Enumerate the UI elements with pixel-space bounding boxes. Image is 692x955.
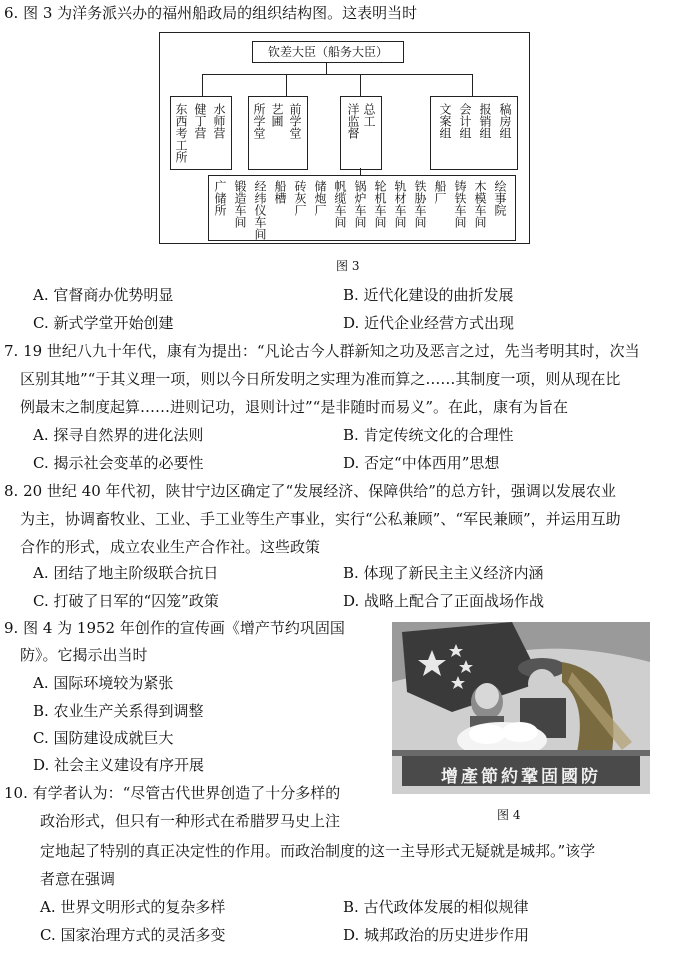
workshop-item: 经纬仪车间: [253, 180, 267, 240]
branch-item: 会计组: [458, 103, 472, 139]
workshop-item: 锅炉车间: [353, 180, 367, 228]
workshop-item: 广储所: [213, 180, 227, 216]
workshop-item: 砖灰厂: [293, 180, 307, 216]
branch-item: 前学堂: [288, 103, 302, 139]
workshop-item: 绘事院: [493, 180, 507, 216]
workshop-item: 铸铁车间: [453, 180, 467, 228]
branch-item: 报销组: [478, 103, 492, 139]
q8-option-a[interactable]: A. 团结了地主阶级联合抗日: [33, 564, 219, 582]
branch-item: 健丁营: [193, 103, 207, 139]
q10-line3: 定地起了特别的真正决定性的作用。而政治制度的这一主导形式无疑就是城邦。”该学: [40, 842, 596, 860]
q8-line2: 为主，协调畜牧业、工业、手工业等生产事业，实行“公私兼顾”、“军民兼顾”，并运用互助: [20, 510, 621, 528]
branch-box-1: [170, 96, 232, 170]
branch-item: 稿房组: [498, 103, 512, 139]
q8-line1: 8. 20 世纪 40 年代初，陕甘宁边区确定了“发展经济、保障供给”的总方针，强调以发展农业: [4, 482, 616, 500]
q9-option-b[interactable]: B. 农业生产关系得到调整: [33, 702, 204, 720]
q8-option-d[interactable]: D. 战略上配合了正面战场作战: [343, 592, 545, 610]
branch-item: 水师营: [212, 103, 226, 139]
q10-line1: 10. 有学者认为：“尽管古代世界创造了十分多样的: [4, 784, 341, 802]
q7-option-c[interactable]: C. 揭示社会变革的必要性: [33, 454, 204, 472]
figure3-caption: 图 3: [336, 259, 360, 273]
q6-option-c[interactable]: C. 新式学堂开始创建: [33, 314, 174, 332]
workshop-item: 船厂: [433, 180, 447, 204]
q7-line3: 例最末之制度起算……进则记功，退则计过”“是非随时而易义”。在此，康有为旨在: [20, 398, 569, 416]
q8-line3: 合作的形式，成立农业生产合作社。这些政策: [20, 538, 321, 556]
workshop-item: 木模车间: [473, 180, 487, 228]
q7-line2: 区别其地”“于其义理一项，则以今日所发明之实理为准而算之……其制度一项，则从现在比: [20, 370, 621, 388]
q9-option-a[interactable]: A. 国际环境较为紧张: [33, 674, 174, 692]
q10-option-b[interactable]: B. 古代政体发展的相似规律: [343, 898, 529, 916]
q10-option-d[interactable]: D. 城邦政治的历史进步作用: [343, 926, 530, 944]
figure4-caption: 图 4: [497, 808, 521, 822]
q9-option-d[interactable]: D. 社会主义建设有序开展: [33, 756, 205, 774]
q6-option-d[interactable]: D. 近代企业经营方式出现: [343, 314, 515, 332]
branch-item: 东西考工所: [174, 103, 188, 163]
propaganda-poster-image: [392, 622, 650, 794]
q6-stem: 6. 图 3 为洋务派兴办的福州船政局的组织结构图。这表明当时: [4, 4, 418, 22]
workshop-item: 储炮厂: [313, 180, 327, 216]
q7-option-b[interactable]: B. 肯定传统文化的合理性: [343, 426, 514, 444]
q9-line1: 9. 图 4 为 1952 年创作的宣传画《增产节约巩固国: [4, 619, 345, 637]
q6-option-a[interactable]: A. 官督商办优势明显: [33, 286, 174, 304]
q10-line2: 政治形式，但只有一种形式在希腊罗马史上注: [40, 812, 341, 830]
org-chart: [159, 32, 530, 244]
q10-line4: 者意在强调: [40, 870, 116, 888]
workshop-item: 铁胁车间: [413, 180, 427, 228]
workshops-box: [208, 175, 516, 241]
q8-option-c[interactable]: C. 打破了日军的“囚笼”政策: [33, 592, 219, 610]
branch-item: 所学堂: [252, 103, 266, 139]
poster-banner-text: 增產節約鞏固國防: [441, 767, 601, 787]
branch-item: 洋监督: [346, 103, 360, 139]
q10-option-c[interactable]: C. 国家治理方式的灵活多变: [40, 926, 226, 944]
q8-option-b[interactable]: B. 体现了新民主主义经济内涵: [343, 564, 544, 582]
q10-option-a[interactable]: A. 世界文明形式的复杂多样: [40, 898, 226, 916]
q7-option-d[interactable]: D. 否定“中体西用”思想: [343, 454, 500, 472]
branch-item: 文案组: [438, 103, 452, 139]
branch-box-2: [248, 96, 308, 170]
chart-top-label: 钦差大臣（船务大臣）: [267, 45, 388, 59]
branch-box-3: [340, 96, 382, 170]
workshop-item: 轨材车间: [393, 180, 407, 228]
workshop-item: 锻造车间: [233, 180, 247, 228]
branch-item: 艺圃: [270, 103, 284, 127]
q7-line1: 7. 19 世纪八九十年代，康有为提出：“凡论古今人群新知之功及恶言之过，先当考明其时，次当: [4, 342, 640, 360]
workshop-item: 船槽: [273, 180, 287, 204]
chart-top-box: [252, 41, 404, 63]
workshop-item: 帆缆车间: [333, 180, 347, 228]
q6-option-b[interactable]: B. 近代化建设的曲折发展: [343, 286, 514, 304]
q9-line2: 防》。它揭示出当时: [20, 646, 148, 664]
workshop-item: 轮机车间: [373, 180, 387, 228]
q9-option-c[interactable]: C. 国防建设成就巨大: [33, 729, 174, 747]
branch-box-4: [430, 96, 518, 170]
branch-item: 总工: [362, 103, 376, 127]
q7-option-a[interactable]: A. 探寻自然界的进化法则: [33, 426, 204, 444]
